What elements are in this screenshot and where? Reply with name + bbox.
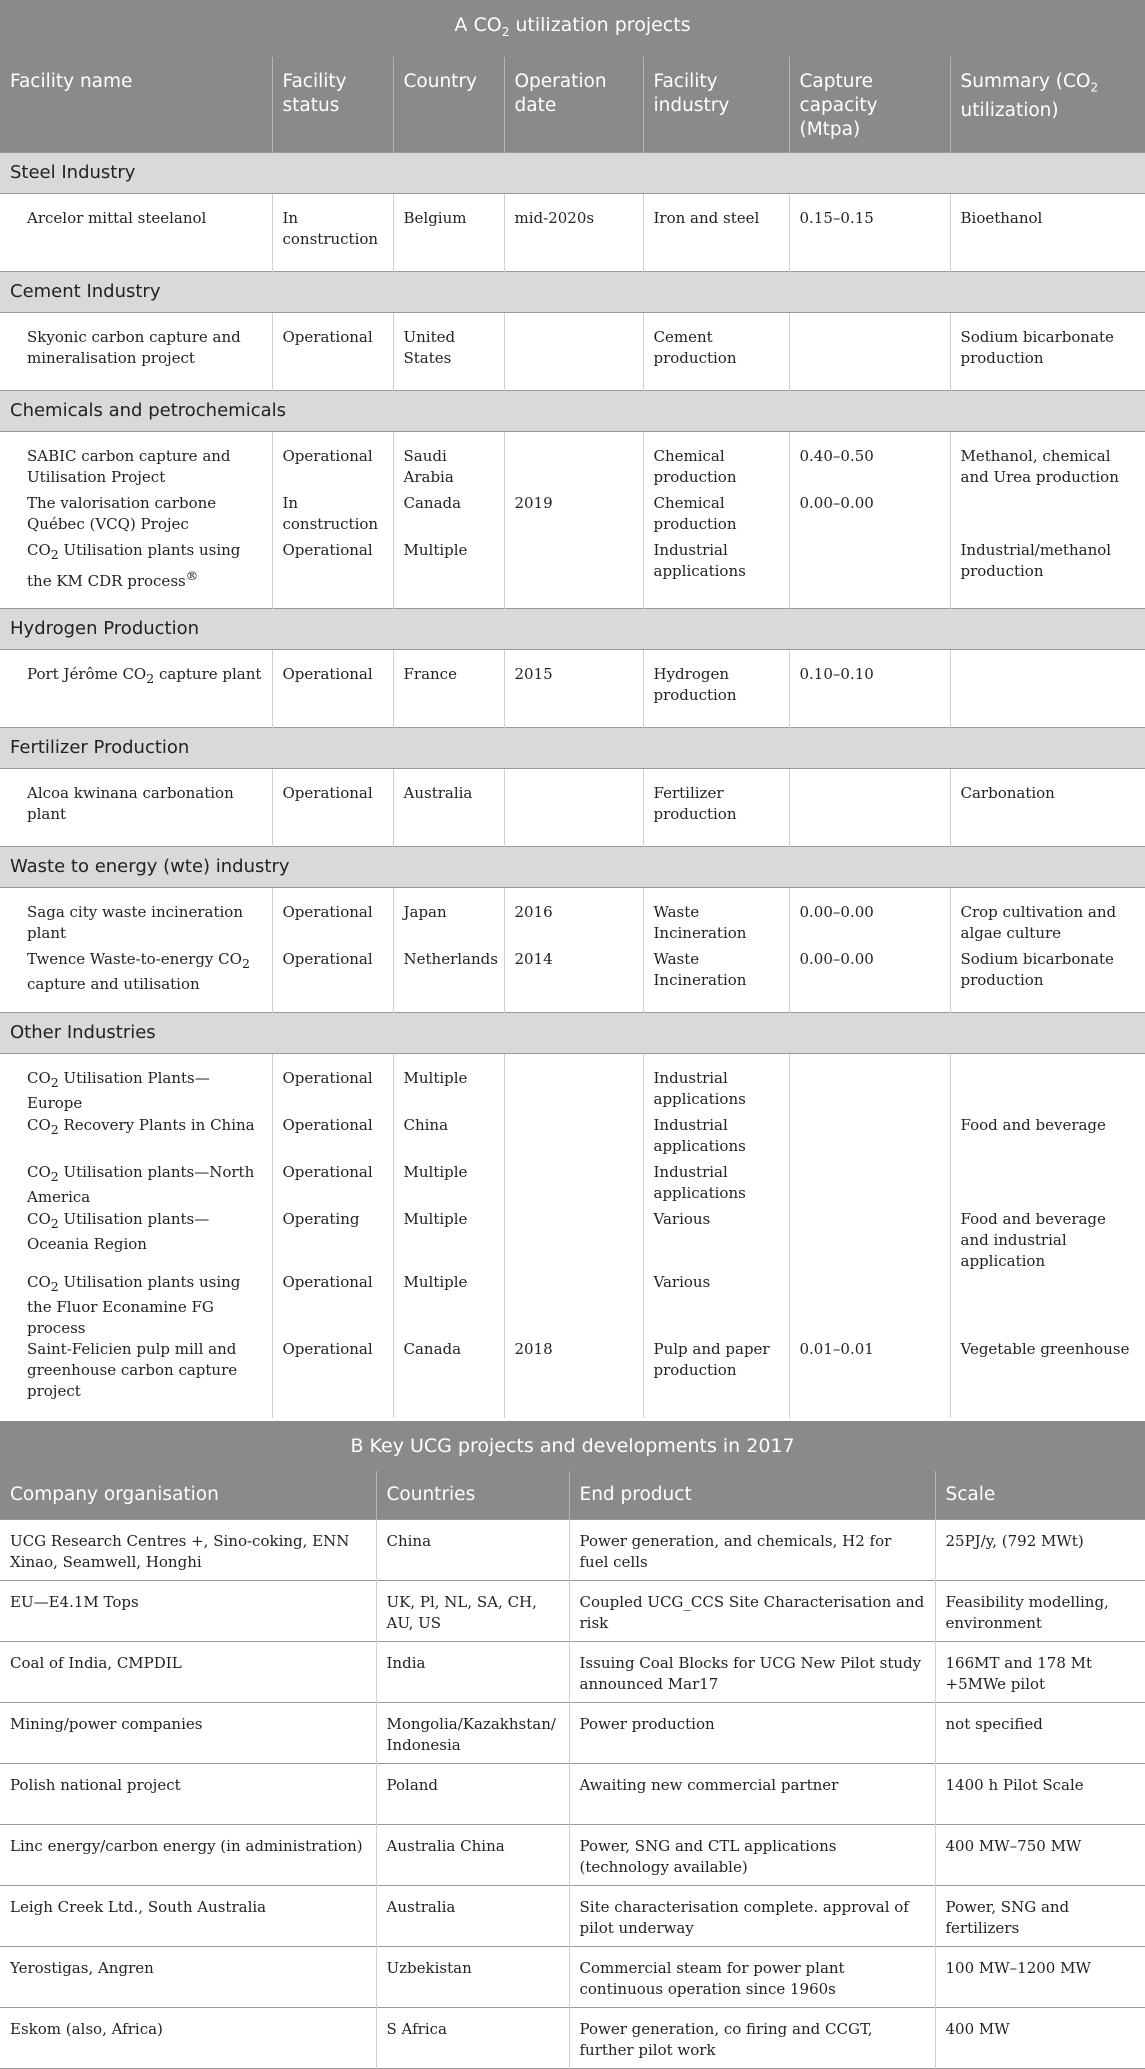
header-summary: Summary ($CO_2$ utilization): [950, 57, 1145, 153]
table-row: Twence Waste-to-energy $CO_2$ capture and utilisation Operational Netherlands 2014 Waste Incineration 0.00–0.00 Sodium bicarbonate production: [0, 949, 1145, 1013]
header-capture-capacity: Capture capacity (Mtpa): [789, 57, 950, 153]
table-row: Mining/power companies Mongolia/Kazakhstan/ Indonesia Power production not specified: [0, 1702, 1145, 1763]
table-b: [0, 1421, 1145, 2069]
header-countries: Countries: [376, 1471, 569, 1520]
header-operation-date: Operation date: [504, 57, 643, 153]
group-row-waste-to-energy: Waste to energy (wte) industry: [0, 846, 1145, 887]
table-row: UCG Research Centres +, Sino-coking, ENN Xinao, Seamwell, Honghi China Power generation, and chemicals, H2 for fuel cells 25PJ/y, (792 MWt): [0, 1519, 1145, 1580]
table-b-header-row: [0, 1471, 1145, 1520]
table-row: Polish national project Poland Awaiting new commercial partner 1400 h Pilot Scale: [0, 1763, 1145, 1824]
table-row: EU—E4.1M Tops UK, Pl, NL, SA, CH, AU, US Coupled UCG_CCS Site Characterisation and risk Feasibility modelling, environment: [0, 1580, 1145, 1641]
table-row: Saga city waste incineration plant Operational Japan 2016 Waste Incineration 0.00–0.00 Crop cultivation and algae culture: [0, 887, 1145, 949]
header-facility-status: Facility status: [272, 57, 393, 153]
table-row: $CO_2$ Utilisation plants—North America Operational Multiple Industrial applications: [0, 1162, 1145, 1209]
table-row: Coal of India, CMPDIL India Issuing Coal Blocks for UCG New Pilot study announced Mar17 166MT and 178 Mt +5MWe pilot: [0, 1641, 1145, 1702]
header-facility-industry: Facility industry: [643, 57, 789, 153]
table-row: $CO_2$ Utilisation plants using the Fluor Econamine FG process Operational Multiple Various: [0, 1272, 1145, 1339]
table-row: $CO_2$ Recovery Plants in China Operational China Industrial applications Food and beverage: [0, 1115, 1145, 1162]
table-row: Arcelor mittal steelanol In construction Belgium mid-2020s Iron and steel 0.15–0.15 Bioethanol: [0, 193, 1145, 271]
table-a-caption: A $CO_2$ utilization projects: [0, 0, 1145, 57]
group-row-hydrogen: Hydrogen Production: [0, 608, 1145, 649]
header-scale: Scale: [935, 1471, 1145, 1520]
table-row: Alcoa kwinana carbonation plant Operational Australia Fertilizer production Carbonation: [0, 768, 1145, 846]
table-row: Saint-Felicien pulp mill and greenhouse carbon capture project Operational Canada 2018 Pulp and paper production 0.01–0.01 Vegetable greenhouse: [0, 1339, 1145, 1418]
group-row-chemicals: Chemicals and petrochemicals: [0, 390, 1145, 431]
table-row: Leigh Creek Ltd., South Australia Australia Site characterisation complete. approval of pilot underway Power, SNG and fertilizers: [0, 1885, 1145, 1946]
header-facility-name: Facility name: [0, 57, 272, 153]
group-row-cement: Cement Industry: [0, 271, 1145, 312]
table-b-caption: B Key UCG projects and developments in 2017: [0, 1421, 1145, 1471]
group-row-fertilizer: Fertilizer Production: [0, 727, 1145, 768]
table-row: Port Jérôme $CO_2$ capture plant Operational France 2015 Hydrogen production 0.10–0.10: [0, 649, 1145, 727]
group-row-other-industries: Other Industries: [0, 1012, 1145, 1053]
table-row: Yerostigas, Angren Uzbekistan Commercial steam for power plant continuous operation since 1960s 100 MW–1200 MW: [0, 1946, 1145, 2007]
table-row: $CO_2$ Utilisation plants using the KM CDR process® Operational Multiple Industrial applications Industrial/methanol production: [0, 540, 1145, 609]
group-row-steel: Steel Industry: [0, 152, 1145, 193]
table-row: The valorisation carbone Québec (VCQ) Projec In construction Canada 2019 Chemical production 0.00–0.00: [0, 493, 1145, 540]
table-row: Skyonic carbon capture and mineralisation project Operational United States Cement production Sodium bicarbonate production: [0, 312, 1145, 390]
table-row: Eskom (also, Africa) S Africa Power generation, co firing and CCGT, further pilot work 400 MW: [0, 2007, 1145, 2068]
table-row: SABIC carbon capture and Utilisation Project Operational Saudi Arabia Chemical production 0.40–0.50 Methanol, chemical and Urea production: [0, 431, 1145, 493]
table-a-header-row: [0, 57, 1145, 153]
header-company-organisation: Company organisation: [0, 1471, 376, 1520]
header-end-product: End product: [569, 1471, 935, 1520]
table-row: $CO_2$ Utilisation Plants—Europe Operational Multiple Industrial applications: [0, 1053, 1145, 1115]
table-row: $CO_2$ Utilisation plants—Oceania Region Operating Multiple Various Food and beverage and industrial application: [0, 1209, 1145, 1272]
table-row: Linc energy/carbon energy (in administration) Australia China Power, SNG and CTL applications (technology available) 400 MW–750 MW: [0, 1824, 1145, 1885]
header-country: Country: [393, 57, 504, 153]
